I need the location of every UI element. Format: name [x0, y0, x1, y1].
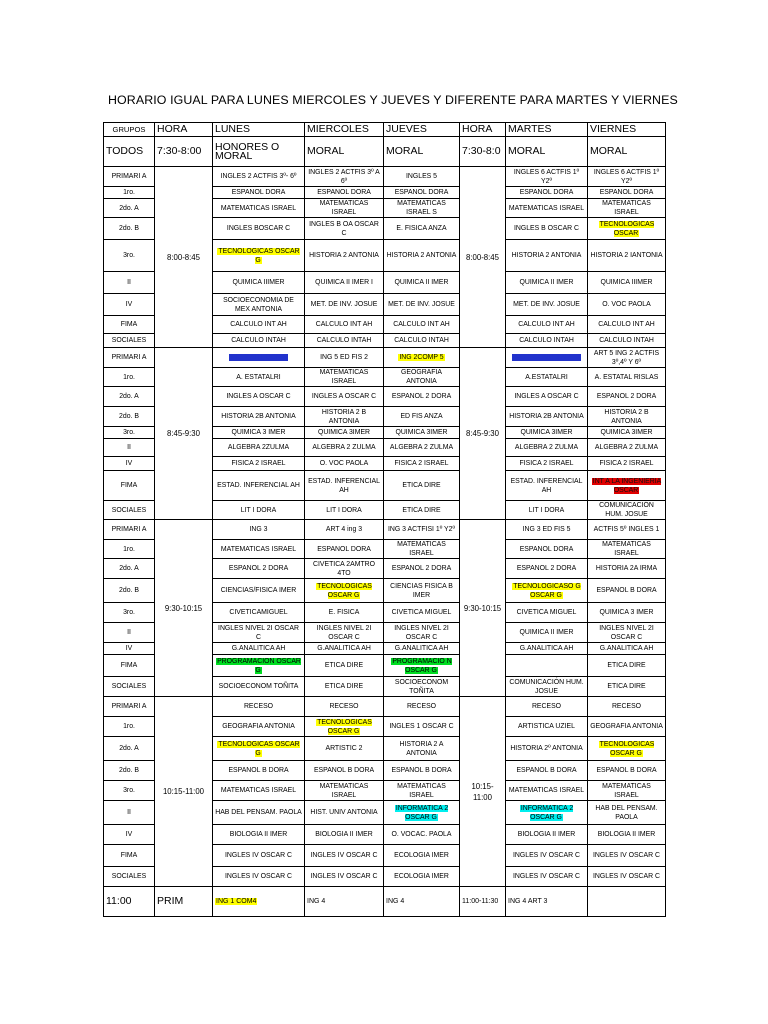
- highlight: TECNOLOGICAS OSCAR G: [218, 740, 300, 757]
- highlight: INFORMATICA 2 OSCAR G: [520, 804, 574, 821]
- group-label: 2do. A: [104, 737, 155, 761]
- group-label: IV: [104, 457, 155, 471]
- subject-cell-mierc: RECESO: [305, 697, 384, 717]
- subject-cell-lunes: CIENCIAS/FISICA IMER: [213, 579, 305, 603]
- subject-cell-jueves: E. FISICA ANZA: [384, 218, 460, 240]
- subject-cell-mierc: BIOLOGIA II IMER: [305, 825, 384, 845]
- group-label: II: [104, 623, 155, 643]
- subject-cell-martes: FISICA 2 ISRAEL: [506, 457, 588, 471]
- subject-cell-jueves: GEOGRAFIA ANTONIA: [384, 368, 460, 387]
- hour-range: 9:30-10:15: [155, 520, 213, 697]
- todos-cell: 7:30-8:0: [460, 137, 506, 167]
- subject-cell-lunes: A. ESTATALRI: [213, 368, 305, 387]
- group-label: II: [104, 439, 155, 457]
- header-miercoles: MIERCOLES: [305, 123, 384, 137]
- subject-cell-viernes: ESPANOL B DORA: [588, 761, 666, 781]
- subject-cell-mierc: ESPANOL DORA: [305, 540, 384, 559]
- hour-range-2: 8:45-9:30: [460, 348, 506, 520]
- subject-cell-martes: ESPANOL DORA: [506, 187, 588, 199]
- subject-cell-mierc: CALCULO INTAH: [305, 334, 384, 348]
- subject-cell-viernes: COMUNICACIÓN HUM. JOSUE: [588, 501, 666, 520]
- subject-cell-viernes: HAB DEL PENSAM. PAOLA: [588, 801, 666, 825]
- todos-cell: MORAL: [506, 137, 588, 167]
- group-label: 3ro.: [104, 603, 155, 623]
- subject-cell-lunes: ESPANOL B DORA: [213, 761, 305, 781]
- subject-cell-viernes: FISICA 2 ISRAEL: [588, 457, 666, 471]
- subject-cell-jueves: ESPANOL DORA: [384, 187, 460, 199]
- subject-cell-lunes: INGLES NIVEL 2I OSCAR C: [213, 623, 305, 643]
- subject-cell-martes: CIVETICA MIGUEL: [506, 603, 588, 623]
- subject-cell-martes: QUIMICA 3IMER: [506, 427, 588, 439]
- header-lunes: LUNES: [213, 123, 305, 137]
- subject-cell-lunes: BIOLOGIA II IMER: [213, 825, 305, 845]
- subject-cell-martes: COMUNICACIÓN HUM. JOSUE: [506, 677, 588, 697]
- subject-cell-mierc: HISTORIA 2 ANTONIA: [305, 240, 384, 272]
- schedule-table: [103, 122, 666, 917]
- subject-cell-lunes: RECESO: [213, 697, 305, 717]
- subject-cell-viernes: RECESO: [588, 697, 666, 717]
- subject-cell-lunes: MATEMATICAS ISRAEL: [213, 199, 305, 218]
- subject-cell-jueves: ETICA DIRE: [384, 501, 460, 520]
- header-martes: MARTES: [506, 123, 588, 137]
- subject-cell-martes: INGLES B OSCAR C: [506, 218, 588, 240]
- subject-cell-mierc: ARTISTIC 2: [305, 737, 384, 761]
- subject-cell-jueves: MATEMATICAS ISRAEL: [384, 540, 460, 559]
- highlight: ING 1 COMP 3 ART 3: [512, 354, 581, 361]
- subject-cell-jueves: FISICA 2 ISRAEL: [384, 457, 460, 471]
- highlight: TECNOLOGICAS OSCAR: [599, 220, 655, 237]
- group-label: II: [104, 272, 155, 294]
- subject-cell-viernes: ETICA DIRE: [588, 677, 666, 697]
- header-jueves: JUEVES: [384, 123, 460, 137]
- last-row-cell: [588, 887, 666, 917]
- highlight: ING 2COMP 5: [399, 354, 444, 361]
- subject-cell-lunes: INGLES IV OSCAR C: [213, 845, 305, 867]
- subject-cell-jueves: RECESO: [384, 697, 460, 717]
- subject-cell-martes: MATEMATICAS ISRAEL: [506, 781, 588, 801]
- highlight: TECNOLOGICASO G OSCAR G: [513, 582, 581, 599]
- subject-cell-viernes: ACTFIS 5º INGLES 1: [588, 520, 666, 540]
- subject-cell-mierc: INGLES B OA OSCAR C: [305, 218, 384, 240]
- subject-cell-lunes: CALCULO INT AH: [213, 316, 305, 334]
- subject-cell-viernes: GEOGRAFIA ANTONIA: [588, 717, 666, 737]
- subject-cell-mierc: MATEMATICAS ISRAEL: [305, 199, 384, 218]
- subject-cell-viernes: [588, 471, 666, 501]
- todos-cell: HONORES O MORAL: [213, 137, 305, 167]
- subject-cell-jueves: O. VOCAC. PAOLA: [384, 825, 460, 845]
- group-label: 1ro.: [104, 368, 155, 387]
- subject-cell-jueves: ETICA DIRE: [384, 471, 460, 501]
- subject-cell-jueves: CIVETICA MIGUEL: [384, 603, 460, 623]
- hour-range: 8:00-8:45: [155, 167, 213, 348]
- subject-cell-viernes: HISTORIA 2A IRMA: [588, 559, 666, 579]
- group-label: 2do. B: [104, 407, 155, 427]
- subject-cell-viernes: INGLES IV OSCAR C: [588, 867, 666, 887]
- subject-cell-lunes: MATEMATICAS ISRAEL: [213, 781, 305, 801]
- subject-cell-mierc: QUIMICA 3IMER: [305, 427, 384, 439]
- subject-cell-lunes: [213, 737, 305, 761]
- subject-cell-martes: MET. DE INV. JOSUE: [506, 294, 588, 316]
- subject-cell-martes: ESPANOL B DORA: [506, 761, 588, 781]
- subject-cell-mierc: ING 5 ED FIS 2: [305, 348, 384, 368]
- subject-cell-jueves: CALCULO INTAH: [384, 334, 460, 348]
- subject-cell-mierc: MATEMATICAS ISRAEL: [305, 781, 384, 801]
- subject-cell-martes: [506, 801, 588, 825]
- group-label: IV: [104, 643, 155, 655]
- subject-cell-lunes: HAB DEL PENSAM. PAOLA: [213, 801, 305, 825]
- group-label: 3ro.: [104, 781, 155, 801]
- subject-cell-martes: INGLES IV OSCAR C: [506, 867, 588, 887]
- highlight: INFORMATICA 2 OSCAR G: [395, 804, 449, 821]
- subject-cell-viernes: ESPANOL DORA: [588, 187, 666, 199]
- subject-cell-jueves: HISTORIA 2 ANTONIA: [384, 240, 460, 272]
- hour-range-2: 9:30-10:15: [460, 520, 506, 697]
- subject-cell-mierc: ETICA DIRE: [305, 677, 384, 697]
- subject-cell-mierc: G.ANALITICA AH: [305, 643, 384, 655]
- subject-cell-martes: RECESO: [506, 697, 588, 717]
- todos-cell: MORAL: [384, 137, 460, 167]
- subject-cell-jueves: ED FIS ANZA: [384, 407, 460, 427]
- subject-cell-martes: ARTISTICA UZIEL: [506, 717, 588, 737]
- group-label: 2do. B: [104, 579, 155, 603]
- hour-range-2: 10:15-11:00: [460, 697, 506, 887]
- highlight: INT A LA INGENIERIA OSCAR: [592, 477, 662, 494]
- group-label: 2do. A: [104, 199, 155, 218]
- subject-cell-martes: HISTORIA 2º ANTONIA: [506, 737, 588, 761]
- header-grupos: GRUPOS: [104, 123, 155, 137]
- subject-cell-jueves: CALCULO INT AH: [384, 316, 460, 334]
- subject-cell-jueves: INGLES 5: [384, 167, 460, 187]
- subject-cell-lunes: CIVETICAMIGUEL: [213, 603, 305, 623]
- subject-cell-martes: ESTAD. INFERENCIAL AH: [506, 471, 588, 501]
- subject-cell-mierc: INGLES NIVEL 2I OSCAR C: [305, 623, 384, 643]
- subject-cell-jueves: HISTORIA 2 A ANTONIA: [384, 737, 460, 761]
- subject-cell-mierc: ETICA DIRE: [305, 655, 384, 677]
- subject-cell-lunes: CALCULO INTAH: [213, 334, 305, 348]
- subject-cell-mierc: [305, 717, 384, 737]
- subject-cell-lunes: LIT I DORA: [213, 501, 305, 520]
- group-label: 2do. A: [104, 387, 155, 407]
- group-label: SOCIALES: [104, 677, 155, 697]
- group-label: 3ro.: [104, 427, 155, 439]
- subject-cell-martes: QUIMICA II IMER: [506, 272, 588, 294]
- subject-cell-viernes: QUIMICA 3IMER: [588, 427, 666, 439]
- subject-cell-martes: A.ESTATALRI: [506, 368, 588, 387]
- group-label: FIMA: [104, 471, 155, 501]
- group-label: 2do. B: [104, 761, 155, 781]
- todos-cell: MORAL: [588, 137, 666, 167]
- subject-cell-viernes: [588, 737, 666, 761]
- subject-cell-viernes: INGLES IV OSCAR C: [588, 845, 666, 867]
- subject-cell-mierc: HIST. UNIV ANTONIA: [305, 801, 384, 825]
- highlight: TECNOLOGICAS OSCAR G: [317, 582, 372, 599]
- subject-cell-jueves: ALGEBRA 2 ZULMA: [384, 439, 460, 457]
- subject-cell-lunes: ESTAD. INFERENCIAL AH: [213, 471, 305, 501]
- subject-cell-mierc: LIT I DORA: [305, 501, 384, 520]
- subject-cell-lunes: ALGEBRA 2ZULMA: [213, 439, 305, 457]
- subject-cell-martes: ING 3 ED FIS 5: [506, 520, 588, 540]
- subject-cell-mierc: CALCULO INT AH: [305, 316, 384, 334]
- subject-cell-martes: [506, 348, 588, 368]
- subject-cell-viernes: O. VOC PAOLA: [588, 294, 666, 316]
- subject-cell-jueves: QUIMICA II IMER: [384, 272, 460, 294]
- subject-cell-jueves: ESPANOL 2 DORA: [384, 387, 460, 407]
- subject-cell-martes: LIT I DORA: [506, 501, 588, 520]
- subject-cell-martes: ESPANOL 2 DORA: [506, 559, 588, 579]
- subject-cell-viernes: HISTORIA 2 B ANTONIA: [588, 407, 666, 427]
- subject-cell-jueves: INGLES 1 OSCAR C: [384, 717, 460, 737]
- subject-cell-jueves: ECOLOGIA IMER: [384, 867, 460, 887]
- subject-cell-viernes: CALCULO INTAH: [588, 334, 666, 348]
- last-row-cell: ING 4: [384, 887, 460, 917]
- highlight: PROGRAMACION OSCAR G: [217, 657, 301, 674]
- subject-cell-martes: HISTORIA 2 ANTONIA: [506, 240, 588, 272]
- subject-cell-mierc: INGLES A OSCAR C: [305, 387, 384, 407]
- subject-cell-lunes: ESPANOL DORA: [213, 187, 305, 199]
- subject-cell-viernes: ETICA DIRE: [588, 655, 666, 677]
- highlight: PROGRAMACIO N OSCAR G: [392, 657, 452, 674]
- last-row-cell: ING 4 ART 3: [506, 887, 588, 917]
- subject-cell-lunes: ING 3: [213, 520, 305, 540]
- todos-cell: MORAL: [305, 137, 384, 167]
- group-label: SOCIALES: [104, 867, 155, 887]
- subject-cell-martes: [506, 655, 588, 677]
- subject-cell-viernes: MATEMATICAS ISRAEL: [588, 199, 666, 218]
- subject-cell-martes: MATEMATICAS ISRAEL: [506, 199, 588, 218]
- group-label: II: [104, 801, 155, 825]
- subject-cell-martes: ALGEBRA 2 ZULMA: [506, 439, 588, 457]
- subject-cell-jueves: MET. DE INV. JOSUE: [384, 294, 460, 316]
- subject-cell-viernes: MATEMATICAS ISRAEL: [588, 781, 666, 801]
- subject-cell-lunes: GEOGRAFIA ANTONIA: [213, 717, 305, 737]
- subject-cell-viernes: A. ESTATAL RISLAS: [588, 368, 666, 387]
- group-label: IV: [104, 294, 155, 316]
- subject-cell-lunes: INGLES A OSCAR C: [213, 387, 305, 407]
- group-label: 1ro.: [104, 717, 155, 737]
- subject-cell-viernes: ESPANOL 2 DORA: [588, 387, 666, 407]
- subject-cell-viernes: ART 5 ING 2 ACTFIS 3º,4º Y 6º: [588, 348, 666, 368]
- subject-cell-viernes: QUIMICA 3 IMER: [588, 603, 666, 623]
- hour-range: 10:15-11:00: [155, 697, 213, 887]
- group-label: SOCIALES: [104, 334, 155, 348]
- subject-cell-jueves: MATEMATICAS ISRAEL: [384, 781, 460, 801]
- highlight: ING 1 COM4: [216, 898, 257, 905]
- highlight: ING 2 ART CON 3: [230, 354, 287, 361]
- subject-cell-mierc: O. VOC PAOLA: [305, 457, 384, 471]
- subject-cell-martes: INGLES 6 ACTFIS 1º Y2º: [506, 167, 588, 187]
- subject-cell-lunes: INGLES 2 ACTFIS 3º- 6º: [213, 167, 305, 187]
- subject-cell-martes: QUIMICA II IMER: [506, 623, 588, 643]
- subject-cell-lunes: G.ANALITICA AH: [213, 643, 305, 655]
- subject-cell-martes: G.ANALITICA AH: [506, 643, 588, 655]
- subject-cell-viernes: ESPANOL B DORA: [588, 579, 666, 603]
- subject-cell-mierc: INGLES IV OSCAR C: [305, 845, 384, 867]
- subject-cell-mierc: MATEMATICAS ISRAEL: [305, 368, 384, 387]
- subject-cell-viernes: ALGEBRA 2 ZULMA: [588, 439, 666, 457]
- subject-cell-mierc: ESPANOL DORA: [305, 187, 384, 199]
- subject-cell-jueves: [384, 655, 460, 677]
- todos-cell: TODOS: [104, 137, 155, 167]
- subject-cell-martes: CALCULO INTAH: [506, 334, 588, 348]
- subject-cell-viernes: QUIMICA IIIMER: [588, 272, 666, 294]
- highlight: TECNOLOGICAS OSCAR G: [599, 740, 655, 757]
- subject-cell-mierc: CIVETICA 2AMTRO 4TO: [305, 559, 384, 579]
- group-label: FIMA: [104, 316, 155, 334]
- group-label: 2do. B: [104, 218, 155, 240]
- page-title: HORARIO IGUAL PARA LUNES MIERCOLES Y JUEVES Y DIFERENTE PARA MARTES Y VIERNES: [108, 93, 678, 107]
- header-viernes: VIERNES: [588, 123, 666, 137]
- last-row-cell: [213, 887, 305, 917]
- highlight: TECNOLOGICAS OSCAR G: [317, 718, 372, 735]
- subject-cell-viernes: INGLES 6 ACTFIS 1º Y2º: [588, 167, 666, 187]
- group-label: PRIMARI A: [104, 697, 155, 717]
- group-label: SOCIALES: [104, 501, 155, 520]
- subject-cell-lunes: FISICA 2 ISRAEL: [213, 457, 305, 471]
- group-label: FIMA: [104, 845, 155, 867]
- hour-range: 8:45-9:30: [155, 348, 213, 520]
- subject-cell-viernes: [588, 218, 666, 240]
- subject-cell-lunes: QUIMICA IIIMER: [213, 272, 305, 294]
- subject-cell-mierc: INGLES IV OSCAR C: [305, 867, 384, 887]
- subject-cell-lunes: [213, 348, 305, 368]
- header-hora: HORA: [460, 123, 506, 137]
- subject-cell-jueves: ECOLOGIA IMER: [384, 845, 460, 867]
- subject-cell-martes: [506, 579, 588, 603]
- subject-cell-viernes: BIOLOGIA II IMER: [588, 825, 666, 845]
- group-label: 1ro.: [104, 540, 155, 559]
- subject-cell-jueves: CIENCIAS FISICA B IMER: [384, 579, 460, 603]
- subject-cell-martes: ESPANOL DORA: [506, 540, 588, 559]
- subject-cell-mierc: INGLES 2 ACTFIS 3º A 6º: [305, 167, 384, 187]
- subject-cell-mierc: ESPANOL B DORA: [305, 761, 384, 781]
- subject-cell-viernes: MATEMATICAS ISRAEL: [588, 540, 666, 559]
- subject-cell-martes: HISTORIA 2B ANTONIA: [506, 407, 588, 427]
- subject-cell-mierc: E. FISICA: [305, 603, 384, 623]
- last-row-cell: 11:00: [104, 887, 155, 917]
- subject-cell-lunes: ESPANOL 2 DORA: [213, 559, 305, 579]
- subject-cell-jueves: [384, 801, 460, 825]
- group-label: PRIMARI A: [104, 348, 155, 368]
- header-hora: HORA: [155, 123, 213, 137]
- subject-cell-viernes: HISTORIA 2 IANTONIA: [588, 240, 666, 272]
- subject-cell-lunes: INGLES BOSCAR C: [213, 218, 305, 240]
- subject-cell-martes: BIOLOGIA II IMER: [506, 825, 588, 845]
- subject-cell-jueves: MATEMATICAS ISRAEL S: [384, 199, 460, 218]
- subject-cell-lunes: HISTORIA 2B ANTONIA: [213, 407, 305, 427]
- subject-cell-viernes: G.ANALITICA AH: [588, 643, 666, 655]
- subject-cell-jueves: G.ANALITICA AH: [384, 643, 460, 655]
- subject-cell-mierc: ALGEBRA 2 ZULMA: [305, 439, 384, 457]
- group-label: 2do. A: [104, 559, 155, 579]
- group-label: 3ro.: [104, 240, 155, 272]
- subject-cell-jueves: ING 3 ACTFISI 1º Y2º: [384, 520, 460, 540]
- subject-cell-mierc: MET. DE INV. JOSUE: [305, 294, 384, 316]
- subject-cell-martes: CALCULO INT AH: [506, 316, 588, 334]
- subject-cell-lunes: INGLES IV OSCAR C: [213, 867, 305, 887]
- group-label: PRIMARI A: [104, 167, 155, 187]
- last-row-cell: ING 4: [305, 887, 384, 917]
- group-label: IV: [104, 825, 155, 845]
- group-label: PRIMARI A: [104, 520, 155, 540]
- last-row-cell: 11:00-11:30: [460, 887, 506, 917]
- todos-cell: 7:30-8:00: [155, 137, 213, 167]
- subject-cell-lunes: SOCIOECONOM TOÑITA: [213, 677, 305, 697]
- subject-cell-martes: INGLES IV OSCAR C: [506, 845, 588, 867]
- subject-cell-jueves: INGLES NIVEL 2I OSCAR C: [384, 623, 460, 643]
- subject-cell-viernes: INGLES NIVEL 2I OSCAR C: [588, 623, 666, 643]
- subject-cell-jueves: [384, 348, 460, 368]
- subject-cell-mierc: [305, 579, 384, 603]
- subject-cell-mierc: HISTORIA 2 B ANTONIA: [305, 407, 384, 427]
- group-label: 1ro.: [104, 187, 155, 199]
- highlight: TECNOLOGICAS OSCAR G: [218, 247, 300, 264]
- group-label: FIMA: [104, 655, 155, 677]
- subject-cell-lunes: [213, 655, 305, 677]
- subject-cell-jueves: SOCIOECONOM TOÑITA: [384, 677, 460, 697]
- subject-cell-viernes: CALCULO INT AH: [588, 316, 666, 334]
- subject-cell-jueves: ESPANOL B DORA: [384, 761, 460, 781]
- hour-range-2: 8:00-8:45: [460, 167, 506, 348]
- subject-cell-lunes: SOCIOECONOMIA DE MEX ANTONIA: [213, 294, 305, 316]
- subject-cell-lunes: [213, 240, 305, 272]
- subject-cell-mierc: ART 4 ing 3: [305, 520, 384, 540]
- subject-cell-lunes: MATEMATICAS ISRAEL: [213, 540, 305, 559]
- subject-cell-lunes: QUIMICA 3 IMER: [213, 427, 305, 439]
- subject-cell-jueves: ESPANOL 2 DORA: [384, 559, 460, 579]
- subject-cell-jueves: QUIMICA 3IMER: [384, 427, 460, 439]
- last-row-cell: PRIM: [155, 887, 213, 917]
- subject-cell-martes: INGLES A OSCAR C: [506, 387, 588, 407]
- subject-cell-mierc: QUIMICA II IMER I: [305, 272, 384, 294]
- subject-cell-mierc: ESTAD. INFERENCIAL AH: [305, 471, 384, 501]
